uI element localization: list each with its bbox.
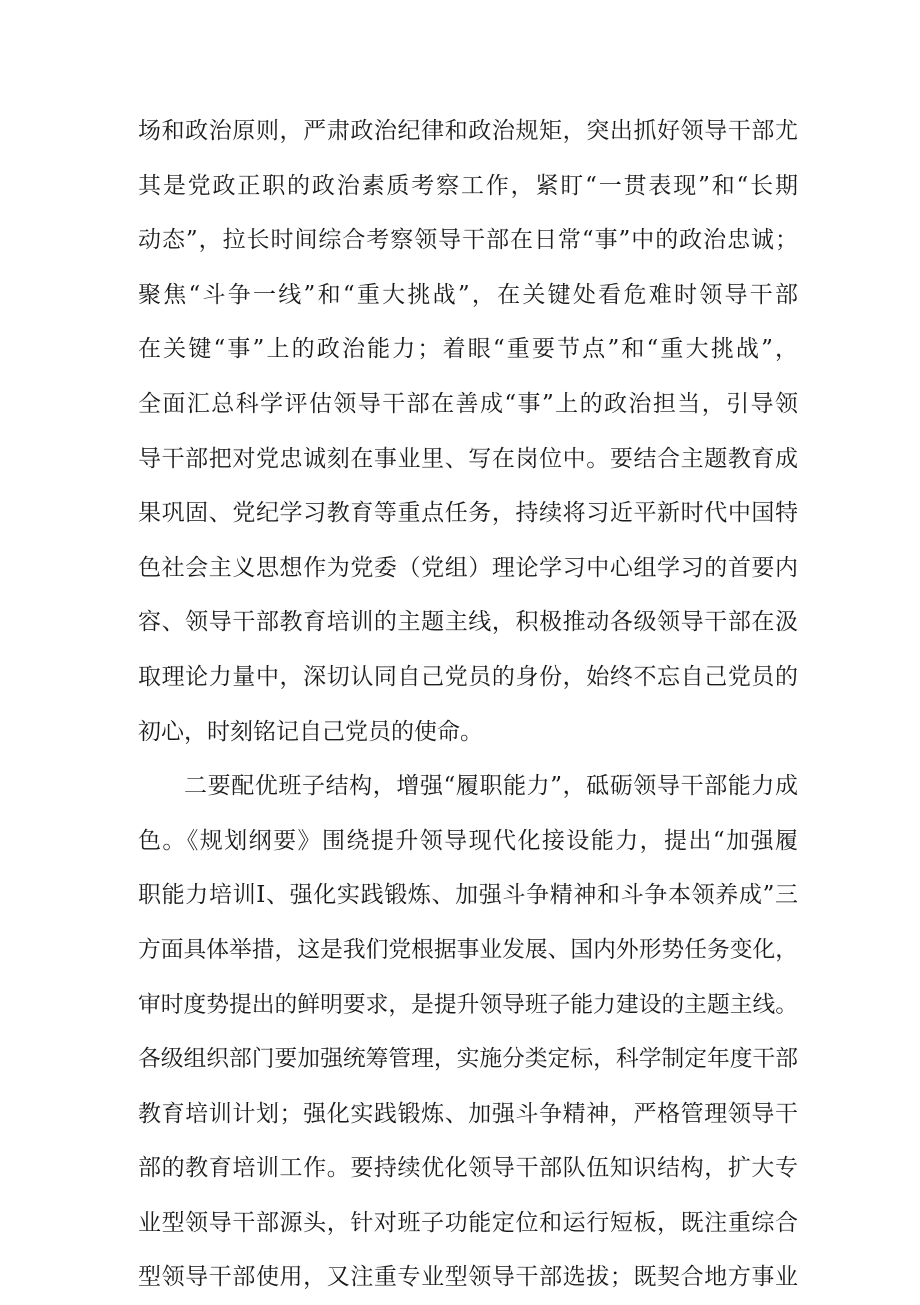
paragraph-line: 业型领导干部源头，针对班子功能定位和运行短板，既注重综合 [138, 1209, 798, 1236]
paragraph-line: 色。《规划纲要》围绕提升领导现代化接设能力，提出“加强履 [138, 827, 798, 854]
paragraph-line: 取理论力量中，深切认同自己党员的身份，始终不忘自己党员的 [138, 663, 798, 690]
paragraph-line: 二要配优班子结构，增强“履职能力”，砥砺领导干部能力成 [184, 773, 798, 800]
paragraph-line: 其是党政正职的政治素质考察工作，紧盯“一贯表现”和“长期 [138, 172, 798, 199]
paragraph-line: 教育培训计划；强化实践锻炼、加强斗争精神，严格管理领导干 [138, 1100, 798, 1127]
paragraph-line: 导干部把对党忠诚刻在事业里、写在岗位中。要结合主题教育成 [138, 445, 798, 472]
paragraph-line: 聚焦“斗争一线”和“重大挑战”，在关键处看危难时领导干部 [138, 281, 798, 308]
paragraph-line: 在关键“事”上的政治能力；着眼“重要节点”和“重大挑战”， [138, 336, 798, 363]
paragraph-line: 职能力培训I、强化实践锻炼、加强斗争精神和斗争本领养成”三 [138, 882, 798, 909]
paragraph-line: 果巩固、党纪学习教育等重点任务，持续将习近平新时代中国特 [138, 500, 798, 527]
paragraph-line: 方面具体举措，这是我们党根据事业发展、国内外形势任务变化， [138, 936, 798, 963]
paragraph-line: 各级组织部门要加强统筹管理，实施分类定标，科学制定年度干部 [138, 1046, 798, 1073]
paragraph-line: 色社会主义思想作为党委（党组）理论学习中心组学习的首要内 [138, 554, 798, 581]
paragraph-1 [138, 104, 798, 759]
paragraph-line: 审时度势提出的鲜明要求，是提升领导班子能力建设的主题主线。 [138, 991, 798, 1018]
document-body [138, 104, 798, 1305]
paragraph-line: 型领导干部使用，又注重专业型领导干部选拔；既契合地方事业 [138, 1264, 798, 1291]
paragraph-2 [138, 759, 798, 1305]
paragraph-line: 全面汇总科学评估领导干部在善成“事”上的政治担当，引导领 [138, 390, 798, 417]
paragraph-line: 初心，时刻铭记自己党员的使命。 [138, 718, 483, 745]
paragraph-line: 部的教育培训工作。要持续优化领导干部队伍知识结构，扩大专 [138, 1155, 798, 1182]
paragraph-line: 容、领导干部教育培训的主题主线，积极推动各级领导干部在汲 [138, 609, 798, 636]
paragraph-line: 动态”，拉长时间综合考察领导干部在日常“事”中的政治忠诚； [138, 227, 798, 254]
paragraph-line: 场和政治原则，严肃政治纪律和政治规矩，突出抓好领导干部尤 [138, 118, 798, 144]
